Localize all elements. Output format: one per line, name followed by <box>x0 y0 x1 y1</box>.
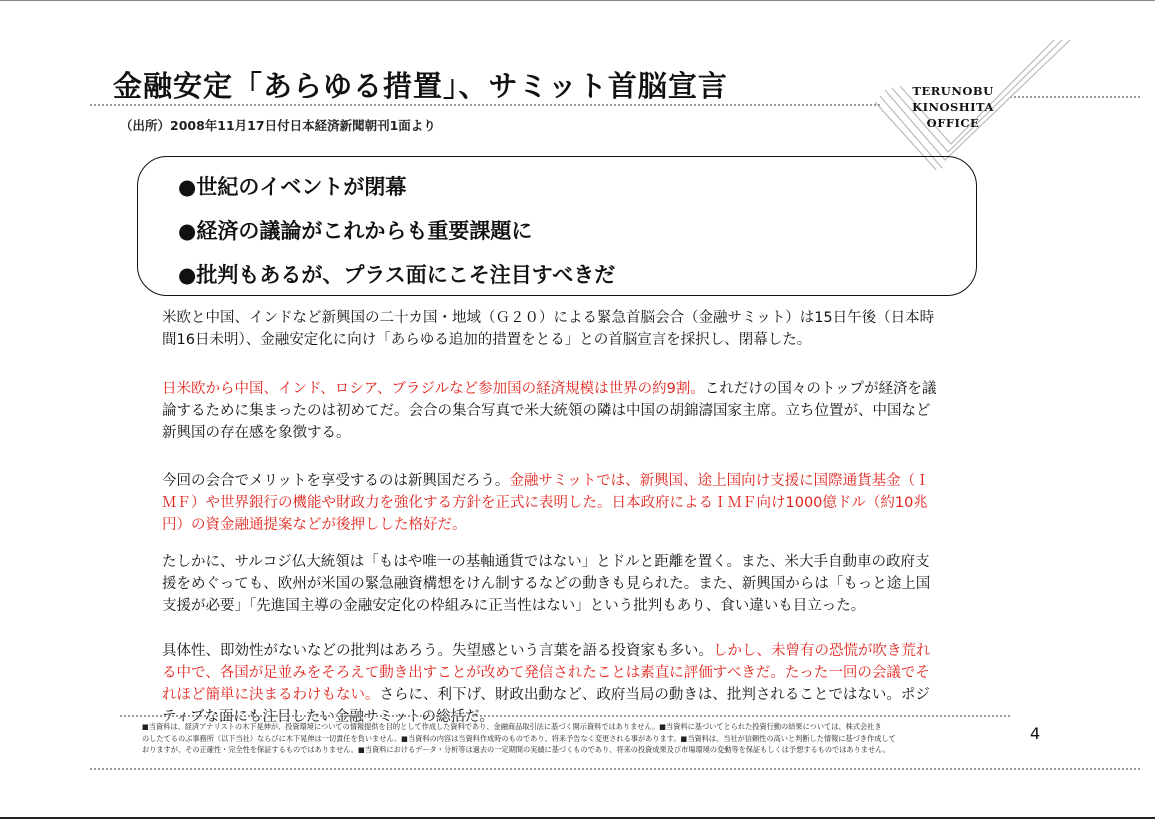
page-title: 金融安定「あらゆる措置」、サミット首脳宣言 <box>113 69 728 103</box>
summary-item-1: ●世紀のイベントが閉幕 <box>178 175 407 199</box>
page-number: 4 <box>1030 724 1041 743</box>
paragraph-4-line-3: 支援が必要」「先進国主導の金融安定化の枠組みに正当性はない」という批判もあり、食い違いも目立った。 <box>162 598 866 614</box>
paragraph-5-line-3 <box>162 684 982 706</box>
paragraph-3 <box>162 470 982 536</box>
paragraph-3-line-2: ＭＦ）や世界銀行の機能や財政力を強化する方針を正式に表明した。日本政府によるＩＭＦ向け1000億ドル（約10兆 <box>162 495 928 511</box>
paragraph-3-line-3: 円）の資金融通提案などが後押しした格好だ。 <box>162 517 467 533</box>
office-logo <box>903 83 1003 131</box>
source-note: （出所）2008年11月17日付日本経済新聞朝刊1面より <box>120 118 436 133</box>
paragraph-4-line-2: 援をめぐっても、欧州が米国の緊急融資構想をけん制するなどの動きも見られた。また、新興国からは「もっと途上国 <box>162 576 931 592</box>
paragraph-5-line-4: ティブな面にも注目したい金融サミットの総括だ。 <box>162 709 495 725</box>
summary-item-2: ●経済の議論がこれからも重要課題に <box>178 219 533 243</box>
disclaimer-line-2: のしたてるのぶ事務所（以下当社）ならびに木下晃伸は一切責任を負いません。■当資料の内容は当資料作成時のものであり、将来予告なく変更される事があります。■当資料は、当社が信頼性の高いと判断した情報に基づき作成して <box>142 733 896 743</box>
top-border <box>0 0 1155 1</box>
paragraph-2 <box>162 378 982 444</box>
paragraph-5-line-1 <box>162 640 982 662</box>
paragraph-3-line-1-start: 今回の会合でメリットを享受するのは新興国だろう。 <box>162 473 510 489</box>
paragraph-2-line-3: 新興国の存在感を象徴する。 <box>162 425 351 441</box>
paragraph-5-line-1-start: 具体性、即効性がないなどの批判はあろう。失望感という言葉を語る投資家も多い。 <box>162 643 713 659</box>
paragraph-4-line-1: たしかに、サルコジ仏大統領は「もはや唯一の基軸通貨ではない」とドルと距離を置く。また、米大手自動車の政府支 <box>162 554 930 570</box>
paragraph-5-highlight-start: しかし、未曾有の恐慌が吹き荒れ <box>713 643 931 659</box>
footer-divider <box>120 715 1010 717</box>
paragraph-1 <box>162 307 982 351</box>
disclaimer-line-3: おりますが、その正確性・完全性を保証するものではありません。■当資料におけるデータ・分析等は過去の一定期間の実績に基づくものであり、将来の投資成果及び市場環境の変動等を保証もしくは予想するものではありません。 <box>142 745 890 754</box>
paragraph-2-line-2: 論するために集まったのは初めてだ。会合の集合写真で米大統領の隣は中国の胡錦濤国家主席。立ち位置が、中国など <box>162 403 931 419</box>
title-underline <box>90 104 880 106</box>
paragraph-4 <box>162 551 982 617</box>
paragraph-3-highlight-start: 金融サミットでは、新興国、途上国向け支援に国際通貨基金（Ｉ <box>509 473 930 489</box>
logo-line-1: TERUNOBU <box>912 84 994 98</box>
paragraph-5-line-2: る中で、各国が足並みをそろえて動き出すことが改めて発信されたことは素直に評価すべきだ。たった一回の会議でそ <box>162 665 930 681</box>
summary-item-3: ●批判もあるが、プラス面にこそ注目すべきだ <box>178 263 616 287</box>
paragraph-3-line-1 <box>162 470 982 492</box>
paragraph-2-line-1-rest: これだけの国々のトップが経済を議 <box>704 381 937 397</box>
disclaimer <box>142 721 1012 756</box>
paragraph-1-line-1: 米欧と中国、インドなど新興国の二十カ国・地域（Ｇ２０）による緊急首脳会合（金融サミット）は15日午後（日本時 <box>162 310 935 326</box>
bottom-border <box>0 817 1155 819</box>
paragraph-2-line-1 <box>162 378 982 400</box>
paragraph-5-highlight-end: れほど簡単に決まるわけもない。 <box>162 687 380 703</box>
paragraph-1-line-2: 間16日未明）、金融安定化に向け「あらゆる追加的措置をとる」との首脳宣言を採択し、閉幕した。 <box>162 332 812 348</box>
paragraph-2-highlight: 日米欧から中国、インド、ロシア、ブラジルなど参加国の経済規模は世界の約9割。 <box>162 381 705 397</box>
logo-line-2: KINOSHITA <box>912 100 994 114</box>
logo-line-3: OFFICE <box>926 116 980 130</box>
paragraph-5-line-3-rest: さらに、利下げ、財政出動など、政府当局の動きは、批判されることではない。ポジ <box>379 687 930 703</box>
disclaimer-line-1: ■当資料は、経済アナリストの木下晃伸が、投資環境についての情報提供を目的として作成した資料であり、金融商品取引法に基づく開示資料ではありません。■当資料に基づいてとられた投資行動の結果については、株式会社き <box>142 722 882 731</box>
footer-dotted-line <box>90 768 1140 770</box>
